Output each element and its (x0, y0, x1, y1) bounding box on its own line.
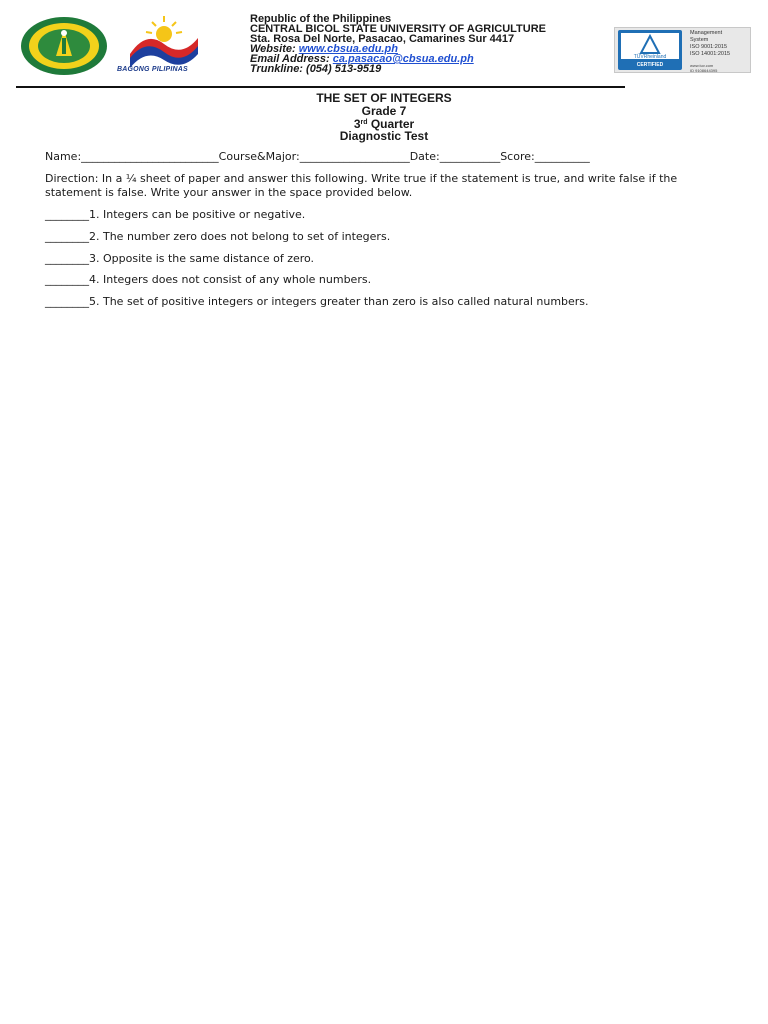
tuv-line: Management (690, 30, 723, 36)
university-seal-logo (20, 16, 108, 76)
title-block (0, 92, 768, 143)
question-item: ________5. The set of positive integers or integers greater than zero is also called natural numbers. (45, 295, 589, 308)
directions: Direction: In a ¼ sheet of paper and answer this following. Write true if the statement is true, and write false if the statement is false. Write your answer in the space provided below. (45, 172, 678, 199)
quarter-ordinal: rd (360, 118, 368, 126)
question-item: ________3. Opposite is the same distance of zero. (45, 252, 315, 265)
email-label: Email Address: (250, 53, 330, 65)
question-item: ________4. Integers does not consist of any whole numbers. (45, 273, 372, 286)
address-line: Sta. Rosa Del Norte, Pasacao, Camarines Sur 4417 (250, 33, 515, 45)
tuv-footer (690, 64, 717, 73)
question-item: ________1. Integers can be positive or negative. (45, 208, 306, 221)
republic-line: Republic of the Philippines (250, 13, 392, 25)
tuv-logo-field (621, 33, 679, 59)
university-name: CENTRAL BICOL STATE UNIVERSITY OF AGRICULTURE (250, 23, 546, 35)
header-divider (16, 86, 625, 88)
tuv-id: ID 9108644395 (690, 67, 718, 73)
grade-level: Grade 7 (361, 103, 407, 118)
tuv-brand: TÜVRheinland (633, 54, 667, 59)
tuv-line: ISO 14001:2015 (690, 51, 731, 57)
header-text-block (250, 14, 610, 74)
tuv-certified-label: CERTIFIED (636, 62, 664, 68)
test-type: Diagnostic Test (339, 129, 429, 144)
tuv-logo (618, 30, 682, 70)
tuv-standards (690, 30, 730, 58)
tuv-certification-badge (614, 27, 751, 73)
trunkline: Trunkline: (054) 513-9519 (250, 63, 382, 75)
question-item: ________2. The number zero does not belong to set of integers. (45, 230, 391, 243)
email-link[interactable]: ca.pasacao@cbsua.edu.ph (332, 53, 474, 65)
tuv-url: www.tuv.com (690, 63, 714, 68)
tuv-line: ISO 9001:2015 (690, 44, 728, 50)
quarter-word: Quarter (367, 116, 415, 131)
tuv-triangle-icon (621, 33, 679, 59)
student-info-line: Name:_________________________Course&Major:____________________Date:___________Score:__________ (45, 150, 590, 163)
quarter-number: 3 (353, 116, 361, 131)
test-title: THE SET OF INTEGERS (316, 91, 452, 105)
website-link[interactable]: www.cbsua.edu.ph (298, 43, 398, 55)
website-label: Website: (250, 43, 296, 55)
tuv-line: System (690, 37, 709, 43)
bagong-pilipinas-label: BAGONG PILIPINAS (117, 66, 188, 73)
